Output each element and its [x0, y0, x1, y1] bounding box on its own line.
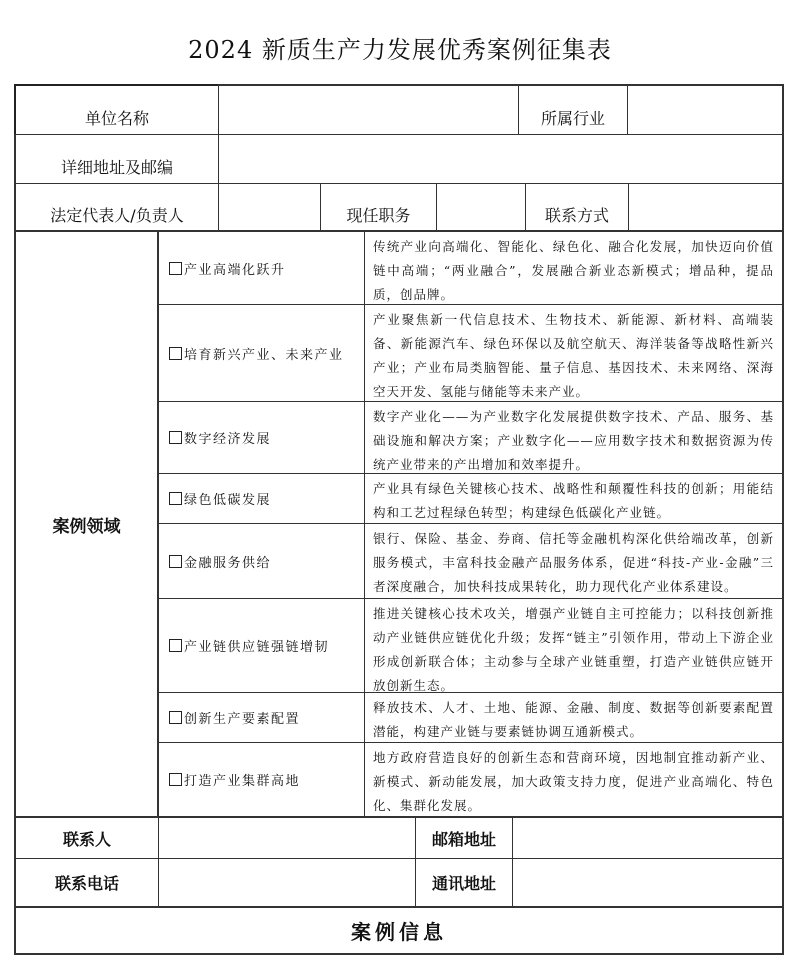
- unit-name-label: 单位名称: [14, 84, 219, 135]
- case-domain-option[interactable]: [158, 692, 365, 743]
- contact-person-field[interactable]: [158, 817, 416, 859]
- option-label: 数字经济发展: [184, 432, 272, 447]
- option-description-text: 产业聚焦新一代信息技术、生物技术、新能源、新材料、高端装备、新能源汽车、绿色环保以及航空航天、海洋装备等战略性新兴产业；产业布局类脑智能、量子信息、基因技术、未来网络、深海空天开发、氢能与储能等未来产业。: [373, 312, 774, 399]
- email-label: 邮箱地址: [415, 817, 513, 859]
- case-domain-option[interactable]: [158, 230, 365, 305]
- option-description-text: 银行、保险、基金、券商、信托等金融机构深化供给端改革，创新服务模式，丰富科技金融产品服务体系，促进“科技-产业-金融”三者深度融合，加快科技成果转化，助力现代化产业体系建设。: [373, 531, 774, 594]
- case-domain-label: 案例领域: [14, 230, 159, 818]
- option-description: [364, 473, 784, 524]
- option-description-text: 传统产业向高端化、智能化、绿色化、融合化发展，加快迈向价值链中高端；“两业融合”，发展融合新业态新模式；增品种，提品质，创品牌。: [373, 239, 774, 302]
- case-domain-option[interactable]: [158, 598, 365, 693]
- phone-label: 联系电话: [14, 858, 159, 907]
- checkbox-icon[interactable]: [169, 431, 182, 444]
- phone-field[interactable]: [158, 858, 416, 907]
- checkbox-icon[interactable]: [169, 711, 182, 724]
- legal-rep-field[interactable]: [218, 183, 321, 231]
- option-description-text: 数字产业化——为产业数字化发展提供数字技术、产品、服务、基础设施和解决方案；产业数字化——应用数字技术和数据资源为传统产业带来的产出增加和效率提升。: [373, 409, 774, 472]
- legal-rep-label: 法定代表人/负责人: [14, 183, 219, 231]
- option-label: 培育新兴产业、未来产业: [184, 347, 344, 363]
- option-label: 产业高端化跃升: [184, 262, 286, 278]
- option-description: [364, 742, 784, 818]
- address-field[interactable]: [218, 134, 784, 184]
- option-description: [364, 598, 784, 693]
- contact-method-label: 联系方式: [525, 183, 629, 231]
- industry-field[interactable]: [627, 84, 784, 135]
- position-label: 现任职务: [320, 183, 437, 231]
- checkbox-icon[interactable]: [169, 492, 182, 505]
- checkbox-icon[interactable]: [169, 639, 182, 652]
- option-description-text: 地方政府营造良好的创新生态和营商环境，因地制宜推动新产业、新模式、新动能发展，加大政策支持力度，促进产业高端化、特色化、集群化发展。: [373, 750, 774, 813]
- option-label: 创新生产要素配置: [184, 712, 301, 727]
- case-domain-option[interactable]: [158, 523, 365, 599]
- unit-name-field[interactable]: [218, 84, 519, 135]
- case-domain-option[interactable]: [158, 304, 365, 402]
- mailing-address-field[interactable]: [512, 858, 784, 907]
- case-domain-option[interactable]: [158, 473, 365, 524]
- option-description: [364, 230, 784, 305]
- checkbox-icon[interactable]: [169, 262, 182, 275]
- mailing-address-label: 通讯地址: [415, 858, 513, 907]
- option-description: [364, 523, 784, 599]
- checkbox-icon[interactable]: [169, 773, 182, 786]
- case-domain-option[interactable]: [158, 401, 365, 474]
- option-label: 打造产业集群高地: [184, 774, 301, 789]
- checkbox-icon[interactable]: [169, 347, 182, 360]
- page-title: 2024 新质生产力发展优秀案例征集表: [188, 36, 612, 64]
- option-description-text: 推进关键核心技术攻关，增强产业链自主可控能力；以科技创新推动产业链供应链优化升级；发挥“链主”引领作用，带动上下游企业形成创新联合体；主动参与全球产业链重塑，打造产业链供应链开放创新生态。: [373, 606, 774, 693]
- case-domain-option[interactable]: [158, 742, 365, 818]
- option-description-text: 释放技术、人才、土地、能源、金融、制度、数据等创新要素配置潜能，构建产业链与要素链协调互通新模式。: [373, 700, 774, 739]
- option-description: [364, 401, 784, 474]
- address-label: 详细地址及邮编: [14, 134, 219, 184]
- checkbox-icon[interactable]: [169, 555, 182, 568]
- option-description: [364, 304, 784, 402]
- case-info-header: 案例信息: [14, 906, 784, 955]
- contact-method-field[interactable]: [628, 183, 784, 231]
- option-description-text: 产业具有绿色关键核心技术、战略性和颠覆性科技的创新；用能结构和工艺过程绿色转型；构建绿色低碳化产业链。: [373, 481, 774, 520]
- industry-label: 所属行业: [518, 84, 628, 135]
- email-field[interactable]: [512, 817, 784, 859]
- option-label: 产业链供应链强链增韧: [184, 640, 330, 655]
- option-label: 绿色低碳发展: [184, 493, 272, 508]
- position-field[interactable]: [436, 183, 526, 231]
- option-label: 金融服务供给: [184, 555, 272, 571]
- contact-person-label: 联系人: [14, 817, 159, 859]
- option-description: [364, 692, 784, 743]
